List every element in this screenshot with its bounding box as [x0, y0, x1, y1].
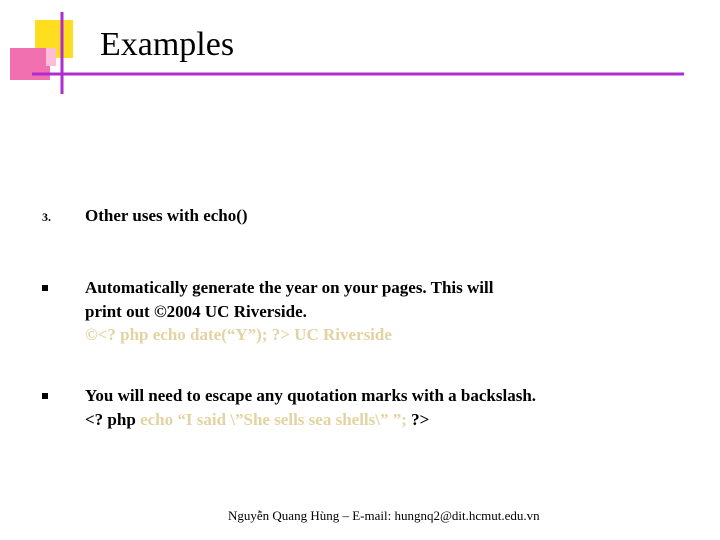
code-text: ?> — [271, 325, 295, 344]
item-line: print out ©2004 UC Riverside. — [85, 301, 307, 321]
item-line: Automatically generate the year on your pages. This will — [85, 278, 494, 297]
square-bullet-icon — [42, 393, 48, 399]
footer-text: Nguyễn Quang Hùng – E-mail: hungnq2@dit.hcmut.edu.vn — [228, 508, 540, 523]
code-highlight: UC Riverside — [294, 325, 392, 344]
code-line — [85, 323, 685, 347]
code-highlight: echo “I said \”She sells sea shells\” ”; — [140, 409, 412, 429]
square-bullet-icon — [42, 285, 48, 291]
code-text: ?> — [411, 409, 430, 429]
code-text: <? php — [85, 409, 141, 429]
slide-title: Examples — [100, 26, 235, 63]
code-highlight: echo date(“Y”); — [152, 325, 272, 344]
item-text — [85, 384, 685, 431]
pink-square-inner — [46, 48, 56, 66]
code-text: ©<? php — [85, 325, 153, 344]
item-number: 3. — [42, 210, 51, 224]
item-text: Other uses with echo() — [85, 206, 248, 225]
item-text — [85, 276, 685, 347]
item-line: You will need to escape any quotation marks with a backslash. — [85, 386, 537, 405]
code-line — [85, 408, 685, 432]
